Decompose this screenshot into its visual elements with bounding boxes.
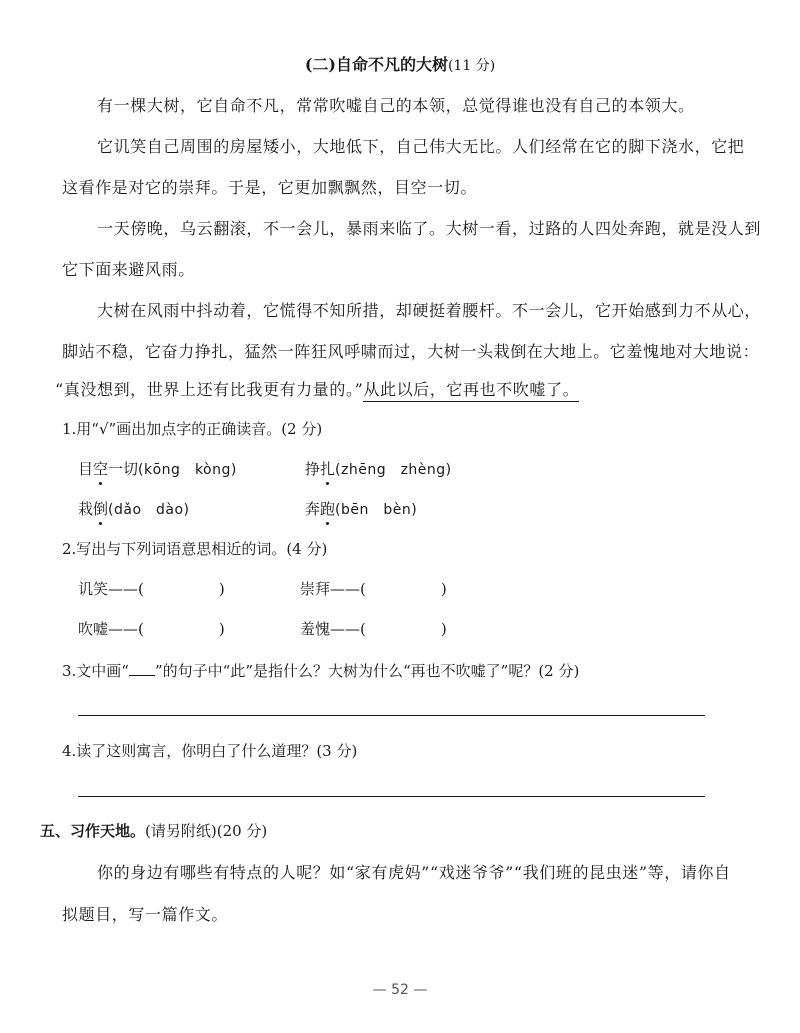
q1-item-2: 挣扎(zhēng zhèng) bbox=[305, 460, 452, 478]
passage-title bbox=[0, 52, 800, 75]
paragraph-3-line-1: 一天傍晚，乌云翻滚，不一会儿，暴雨来临了。大树一看，过路的人四处奔跑，就是没人到 bbox=[97, 219, 762, 238]
q1-item-3: 栽倒(dǎo dào) bbox=[78, 500, 190, 518]
q4-answer-line[interactable] bbox=[78, 796, 705, 797]
pinyin-options[interactable]: (bēn bèn) bbox=[335, 502, 418, 518]
q1-item-4: 奔跑(bēn bèn) bbox=[305, 500, 418, 518]
pinyin-options[interactable]: (kōng kòng) bbox=[138, 462, 237, 478]
dotted-char: 扎 bbox=[320, 460, 336, 478]
section-5-title: 五、习作天地。 bbox=[40, 822, 146, 840]
q2-item-3[interactable]: 吹嘘——( ) bbox=[78, 620, 225, 638]
question-1-stem: 1.用“√”画出加点字的正确读音。(2 分) bbox=[62, 420, 323, 438]
paragraph-4-line-3 bbox=[55, 377, 579, 400]
passage-title-text: (二)自命不凡的大树 bbox=[304, 55, 448, 74]
section-5-line-2: 拟题目，写一篇作文。 bbox=[62, 905, 229, 924]
dotted-char: 空 bbox=[93, 460, 109, 478]
dotted-char: 跑 bbox=[320, 500, 336, 518]
section-5-line-1: 你的身边有哪些有特点的人呢？如“家有虎妈”“戏迷爷爷”“我们班的昆虫迷”等，请你自 bbox=[97, 863, 731, 882]
question-2-stem: 2.写出与下列词语意思相近的词。(4 分) bbox=[62, 540, 328, 558]
paragraph-4-line-2: 脚站不稳，它奋力挣扎，猛然一阵狂风呼啸而过，大树一头栽倒在大地上。它羞愧地对大地说： bbox=[62, 342, 760, 361]
q3-answer-line[interactable] bbox=[78, 715, 705, 716]
question-3-stem: 3.文中画“ ”的句子中“此”是指什么？大树为什么“再也不吹嘘了”呢？(2 分) bbox=[62, 662, 580, 680]
page-number: — 52 — bbox=[372, 982, 428, 998]
paragraph-4-line-1: 大树在风雨中抖动着，它慌得不知所措，却硬挺着腰杆。不一会儿，它开始感到力不从心， bbox=[97, 301, 762, 320]
q2-item-2[interactable]: 崇拜——( ) bbox=[300, 580, 447, 598]
passage-score: (11 分) bbox=[447, 58, 496, 74]
quote-text: “真没想到，世界上还有比我更有力量的。” bbox=[55, 380, 364, 399]
q2-item-4[interactable]: 羞愧——( ) bbox=[300, 620, 447, 638]
pinyin-options[interactable]: (dǎo dào) bbox=[108, 502, 190, 518]
paragraph-2-line-2: 这看作是对它的崇拜。于是，它更加飘飘然，目空一切。 bbox=[62, 178, 478, 197]
pinyin-options[interactable]: (zhēng zhèng) bbox=[335, 462, 452, 478]
underlined-sentence: 从此以后，它再也不吹嘘了。 bbox=[363, 380, 579, 402]
dotted-char: 倒 bbox=[93, 500, 109, 518]
paragraph-1: 有一棵大树，它自命不凡，常常吹嘘自己的本领，总觉得谁也没有自己的本领大。 bbox=[97, 96, 695, 115]
section-5-heading bbox=[40, 820, 267, 841]
q2-item-1[interactable]: 讥笑——( ) bbox=[78, 580, 225, 598]
section-5-note: (请另附纸)(20 分) bbox=[145, 822, 268, 840]
paragraph-2-line-1: 它讥笑自己周围的房屋矮小，大地低下，自己伟大无比。人们经常在它的脚下浇水，它把 bbox=[97, 137, 745, 156]
paragraph-3-line-2: 它下面来避风雨。 bbox=[62, 260, 195, 279]
question-4-stem: 4.读了这则寓言，你明白了什么道理？(3 分) bbox=[62, 742, 358, 760]
blank-underline-sample bbox=[129, 663, 155, 676]
q1-item-1: 目空一切(kōng kòng) bbox=[78, 460, 237, 478]
